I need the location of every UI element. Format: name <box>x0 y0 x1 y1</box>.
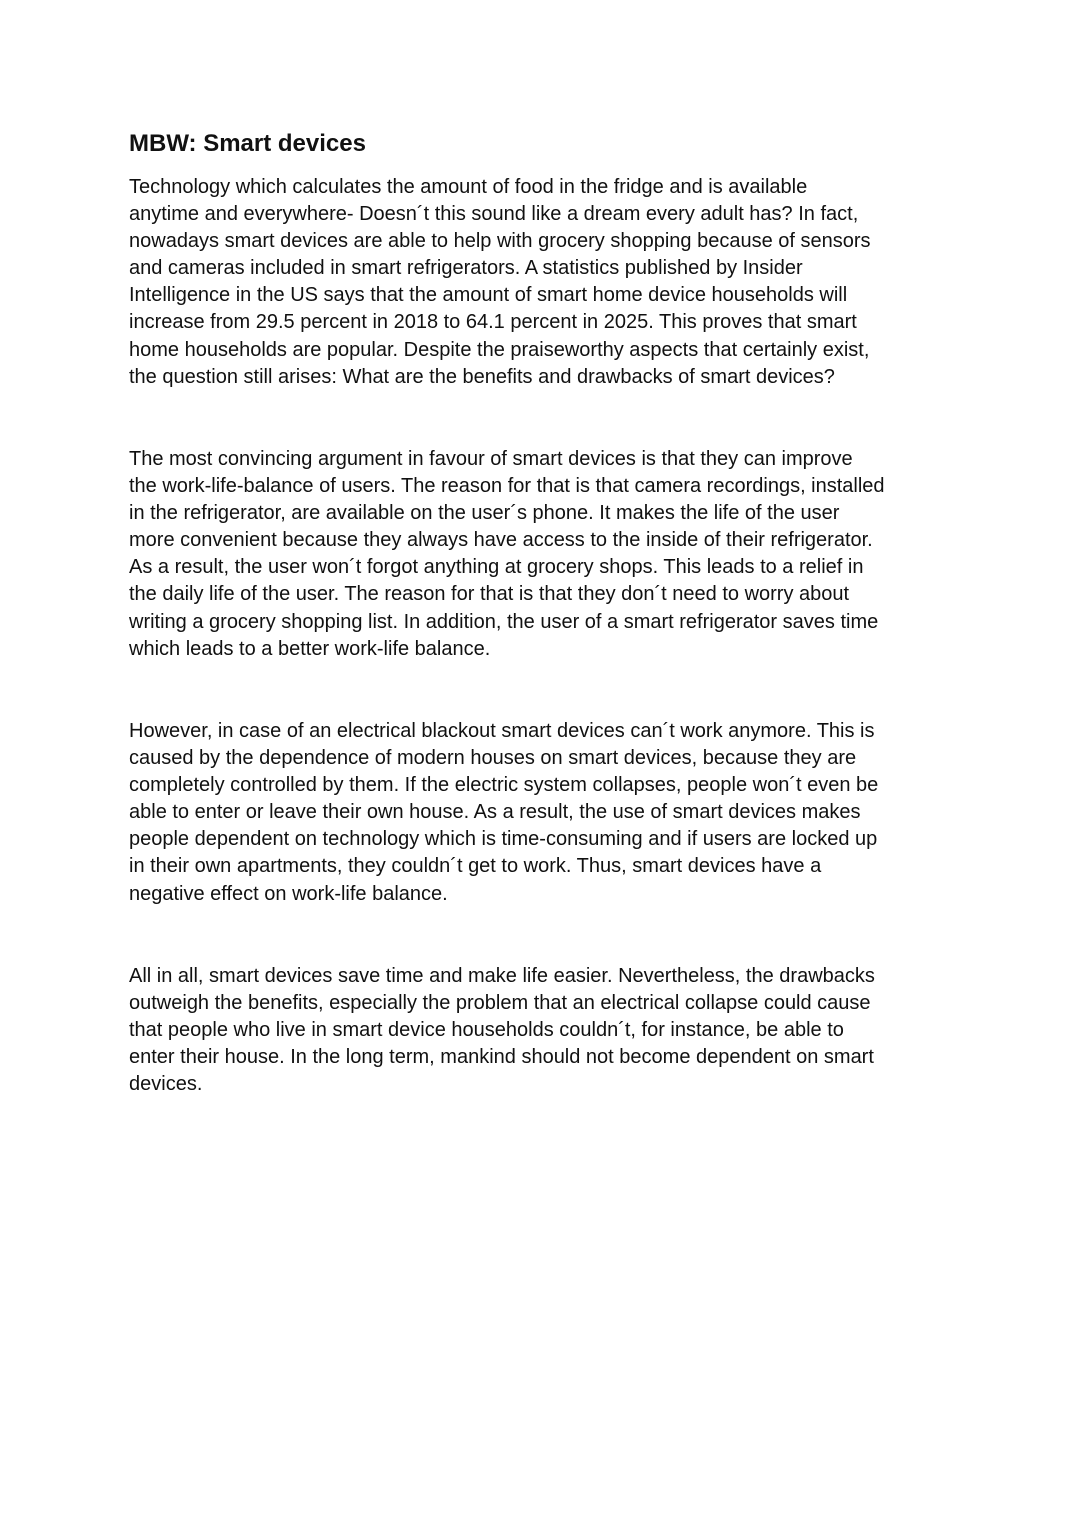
paragraph-line: All in all, smart devices save time and make life easier. Nevertheless, the drawbacks <box>129 965 875 987</box>
paragraph-line: enter their house. In the long term, mankind should not become dependent on smart <box>129 1046 874 1069</box>
paragraph-line: negative effect on work-life balance. <box>129 882 448 905</box>
paragraph-line: However, in case of an electrical blackout smart devices can´t work anymore. This is <box>129 720 875 742</box>
paragraph-line: completely controlled by them. If the electric system collapses, people won´t even be <box>129 774 879 797</box>
document-title: MBW: Smart devices <box>129 130 366 157</box>
paragraph-line: which leads to a better work-life balance. <box>129 637 491 660</box>
paragraph-line: nowadays smart devices are able to help with grocery shopping because of sensors <box>129 230 871 253</box>
paragraph-line: more convenient because they always have access to the inside of their refrigerator. <box>129 529 873 552</box>
paragraph-line: increase from 29.5 percent in 2018 to 64.1 percent in 2025. This proves that smart <box>129 311 857 334</box>
paragraph-introduction <box>129 174 959 391</box>
paragraph-line: in the refrigerator, are available on the user´s phone. It makes the life of the user <box>129 502 840 525</box>
paragraph-line: devices. <box>129 1073 203 1096</box>
paragraph-line: Intelligence in the US says that the amount of smart home device households will <box>129 284 848 307</box>
paragraph-line: As a result, the user won´t forgot anything at grocery shops. This leads to a relief in <box>129 556 864 579</box>
paragraph-line: anytime and everywhere- Doesn´t this sound like a dream every adult has? In fact, <box>129 203 859 226</box>
paragraph-line: caused by the dependence of modern houses on smart devices, because they are <box>129 747 857 770</box>
paragraph-line: writing a grocery shopping list. In addition, the user of a smart refrigerator saves time <box>129 610 879 633</box>
paragraph-line: and cameras included in smart refrigerators. A statistics published by Insider <box>129 257 803 280</box>
paragraph-benefits <box>129 446 959 663</box>
paragraph-line: that people who live in smart device households couldn´t, for instance, be able to <box>129 1019 844 1042</box>
paragraph-line: the question still arises: What are the benefits and drawbacks of smart devices? <box>129 365 835 388</box>
paragraph-line: Technology which calculates the amount of food in the fridge and is available <box>129 176 808 198</box>
paragraph-line: The most convincing argument in favour of smart devices is that they can improve <box>129 448 853 470</box>
paragraph-line: outweigh the benefits, especially the problem that an electrical collapse could cause <box>129 992 871 1015</box>
paragraph-line: the work-life-balance of users. The reason for that is that camera recordings, installed <box>129 475 885 498</box>
paragraph-conclusion <box>129 963 959 1098</box>
paragraph-line: in their own apartments, they couldn´t get to work. Thus, smart devices have a <box>129 855 822 878</box>
paragraph-line: the daily life of the user. The reason for that is that they don´t need to worry about <box>129 583 850 606</box>
paragraph-line: people dependent on technology which is time-consuming and if users are locked up <box>129 828 878 851</box>
paragraph-line: home households are popular. Despite the praiseworthy aspects that certainly exist, <box>129 338 870 361</box>
paragraph-drawbacks <box>129 718 959 908</box>
paragraph-line: able to enter or leave their own house. As a result, the use of smart devices makes <box>129 801 861 824</box>
